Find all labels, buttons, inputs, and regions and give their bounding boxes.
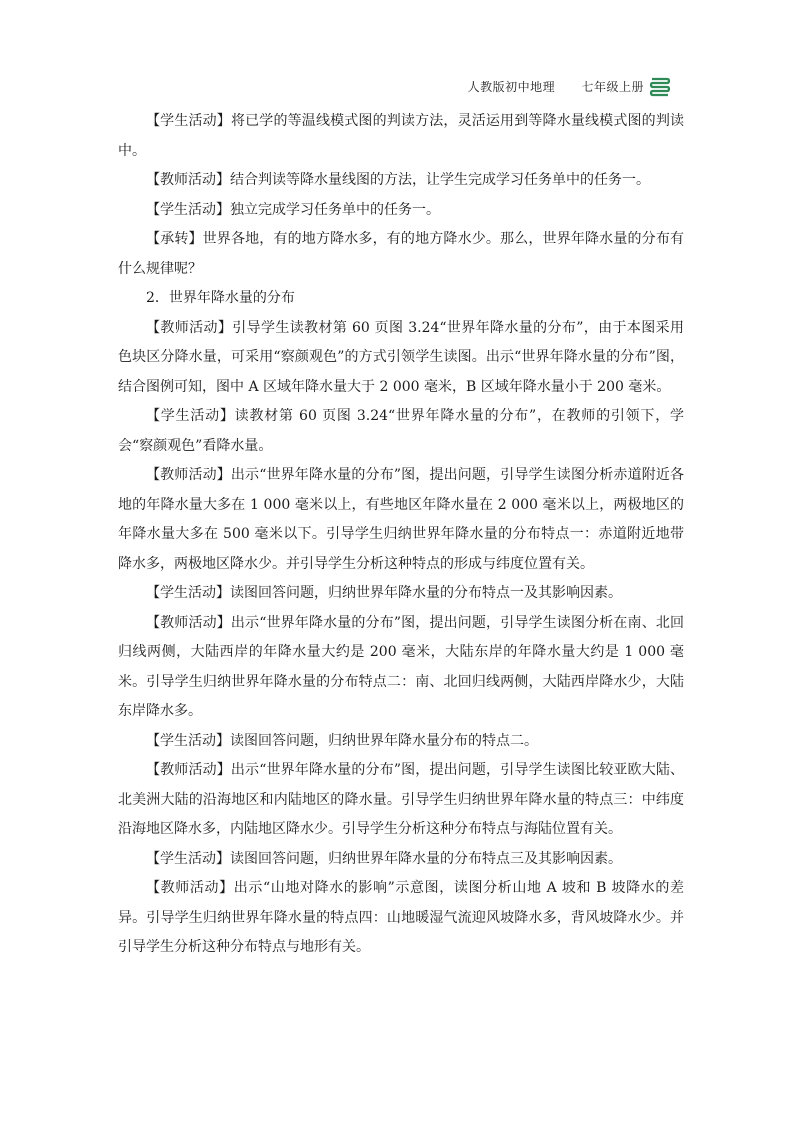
paragraph: 【学生活动】将已学的等温线模式图的判读方法，灵活运用到等降水量线模式图的判读中。	[118, 113, 684, 159]
paragraph: 【教师活动】出示“山地对降水的影响”示意图，读图分析山地 A 坡和 B 坡降水的差异。引导学生归纳世界年降水量的特点四：山地暖湿气流迎风坡降水多，背风坡降水少。并引导学生分析这种分布特点与地形有关。	[118, 880, 684, 955]
paragraph: 【学生活动】读图回答问题，归纳世界年降水量的分布特点三及其影响因素。	[146, 850, 622, 867]
paragraph: 【学生活动】读图回答问题，归纳世界年降水量的分布特点一及其影响因素。	[146, 585, 622, 601]
header-grade: 七年级上册	[581, 80, 644, 94]
paragraph: 【学生活动】独立完成学习任务单中的任务一。	[146, 201, 440, 218]
publisher-logo-icon	[650, 76, 670, 98]
paragraph: 【教师活动】出示“世界年降水量的分布”图，提出问题，引导学生读图比较亚欧大陆、北美洲大陆的沿海地区和内陆地区的降水量。引导学生归纳世界年降水量的特点三：中纬度沿海地区降水多，内陆地区降水少。引导学生分析这种分布特点与海陆位置有关。	[118, 762, 684, 837]
paragraph: 【教师活动】引导学生读教材第 60 页图 3.24“世界年降水量的分布”，由于本图采用色块区分降水量，可采用“察颜观色”的方式引领学生读图。出示“世界年降水量的分布”图，结合图例可知，图中 A 区域年降水量大于 2 000 毫米，B 区域年降水量小于 200 毫米。	[118, 319, 684, 395]
paragraph: 【教师活动】出示“世界年降水量的分布”图，提出问题，引导学生读图分析赤道附近各地的年降水量大多在 1 000 毫米以上，有些地区年降水量在 2 000 毫米以上，两极地区的年降水量大多在 500 毫米以下。引导学生归纳世界年降水量的分布特点一：赤道附近地带降水多，两极地区降水少。并引导学生分析这种特点的形成与纬度位置有关。	[118, 467, 684, 572]
paragraph: 【学生活动】读教材第 60 页图 3.24“世界年降水量的分布”，在教师的引领下，学会“察颜观色”看降水量。	[118, 408, 684, 454]
paragraph: 【承转】世界各地，有的地方降水多，有的地方降水少。那么，世界年降水量的分布有什么规律呢？	[118, 231, 684, 277]
paragraph: 【学生活动】读图回答问题，归纳世界年降水量分布的特点二。	[146, 732, 538, 749]
header-book-title: 人教版初中地理	[467, 80, 556, 94]
paragraph: 【教师活动】出示“世界年降水量的分布”图，提出问题，引导学生读图分析在南、北回归线两侧，大陆西岸的年降水量大约是 200 毫米，大陆东岸的年降水量大约是 1 000 毫米。引导学生归纳世界年降水量的分布特点二：南、北回归线两侧，大陆西岸降水少，大陆东岸降水多。	[118, 614, 684, 719]
paragraph: 【教师活动】结合判读等降水量线图的方法，让学生完成学习任务单中的任务一。	[146, 172, 650, 188]
page-header	[0, 76, 794, 100]
section-heading: 2．世界年降水量的分布	[146, 290, 295, 306]
header-text	[468, 78, 644, 95]
lesson-body	[118, 107, 684, 963]
